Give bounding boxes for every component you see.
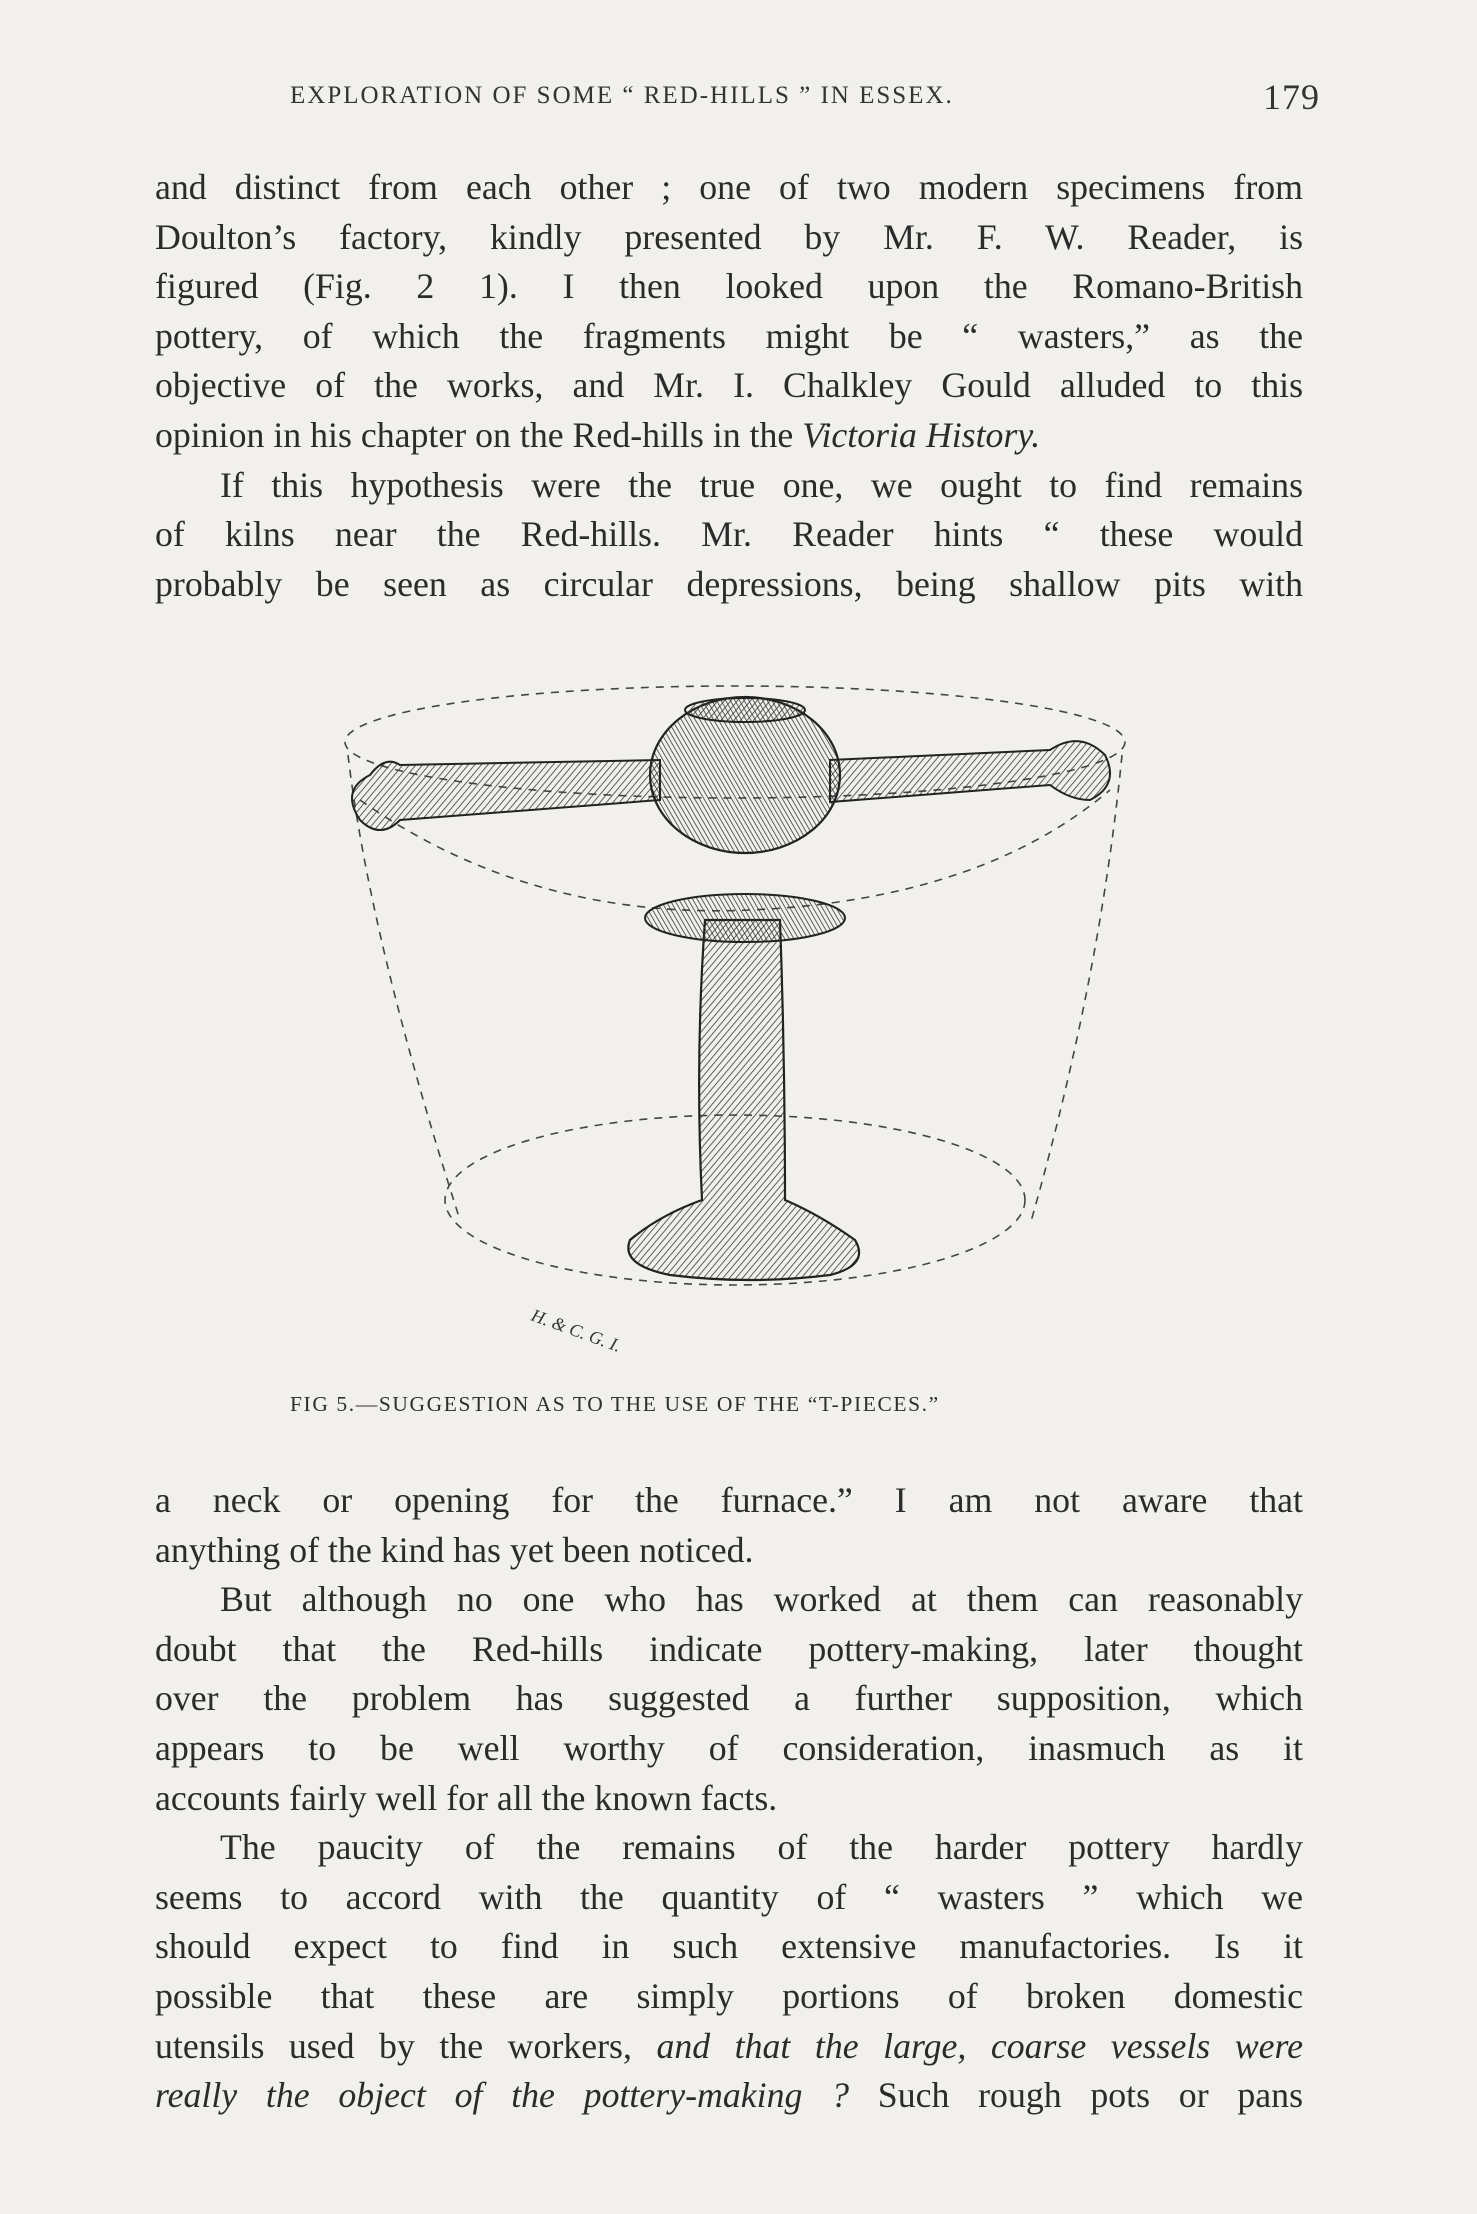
italic-title: Victoria History. [802,414,1041,455]
figure-caption: FIG 5.—SUGGESTION AS TO THE USE OF THE “T-PIECES.” [290,1392,940,1416]
text-line: doubt that the Red-hills indicate pottery-making, later thought [155,1628,1303,1669]
page-number: 179 [1263,77,1320,117]
t-piece-illustration [330,680,1140,1370]
t-piece-stem [628,920,859,1280]
text-line [155,2022,1303,2072]
t-piece-crossbar [352,760,660,830]
text-span: opinion in his chapter on the Red-hills in the [155,414,803,455]
text-line [155,2071,1303,2121]
artist-signature: H. & C. G. I. [528,1304,624,1356]
text-line [155,411,1303,461]
paragraph-first-line: The paucity of the remains of the harder pottery hardly [220,1827,1303,1868]
t-piece-top-cap [685,698,805,722]
text-line: pottery, of which the fragments might be “ wasters,” as the [155,315,1303,356]
text-line: a neck or opening for the furnace.” I am not aware that [155,1480,1303,1520]
paragraph-first-line: If this hypothesis were the true one, we ought to find remains [220,464,1303,505]
text-line: over the problem has suggested a further supposition, which [155,1678,1303,1719]
text-block-top [155,163,1303,609]
text-line: accounts fairly well for all the known facts. [155,1777,778,1818]
t-piece-collar [645,894,845,942]
text-line: Doulton’s factory, kindly presented by Mr. F. W. Reader, is [155,216,1303,257]
running-title: EXPLORATION OF SOME “ RED-HILLS ” IN ESSEX. [290,82,954,109]
text-line: should expect to find in such extensive manufactories. Is it [155,1926,1303,1967]
text-line: seems to accord with the quantity of “ wasters ” which we [155,1876,1303,1917]
text-line: appears to be well worthy of consideration, inasmuch as it [155,1727,1303,1768]
paragraph-first-line: But although no one who has worked at them can reasonably [220,1579,1303,1620]
text-line: probably be seen as circular depressions, being shallow pits with [155,563,1303,604]
italic-phrase: and that the large, coarse vessels were [656,2025,1303,2066]
text-span: Such rough pots or pans [877,2075,1303,2116]
text-line: figured (Fig. 2 1). I then looked upon the Romano-British [155,266,1303,307]
vessel-side-right [1030,755,1122,1225]
italic-phrase: really the object of the pottery-making ? [155,2075,850,2116]
text-span: utensils used by the workers, [155,2025,657,2066]
running-header [290,77,1320,122]
t-piece-crossbar-right [830,741,1110,802]
text-line: and distinct from each other ; one of two modern specimens from [155,167,1303,207]
text-line: of kilns near the Red-hills. Mr. Reader hints “ these would [155,514,1303,555]
text-line: anything of the kind has yet been noticed. [155,1529,754,1570]
text-line: possible that these are simply portions of broken domestic [155,1975,1303,2016]
text-block-bottom [155,1476,1303,2121]
text-line: objective of the works, and Mr. I. Chalkley Gould alluded to this [155,365,1303,406]
